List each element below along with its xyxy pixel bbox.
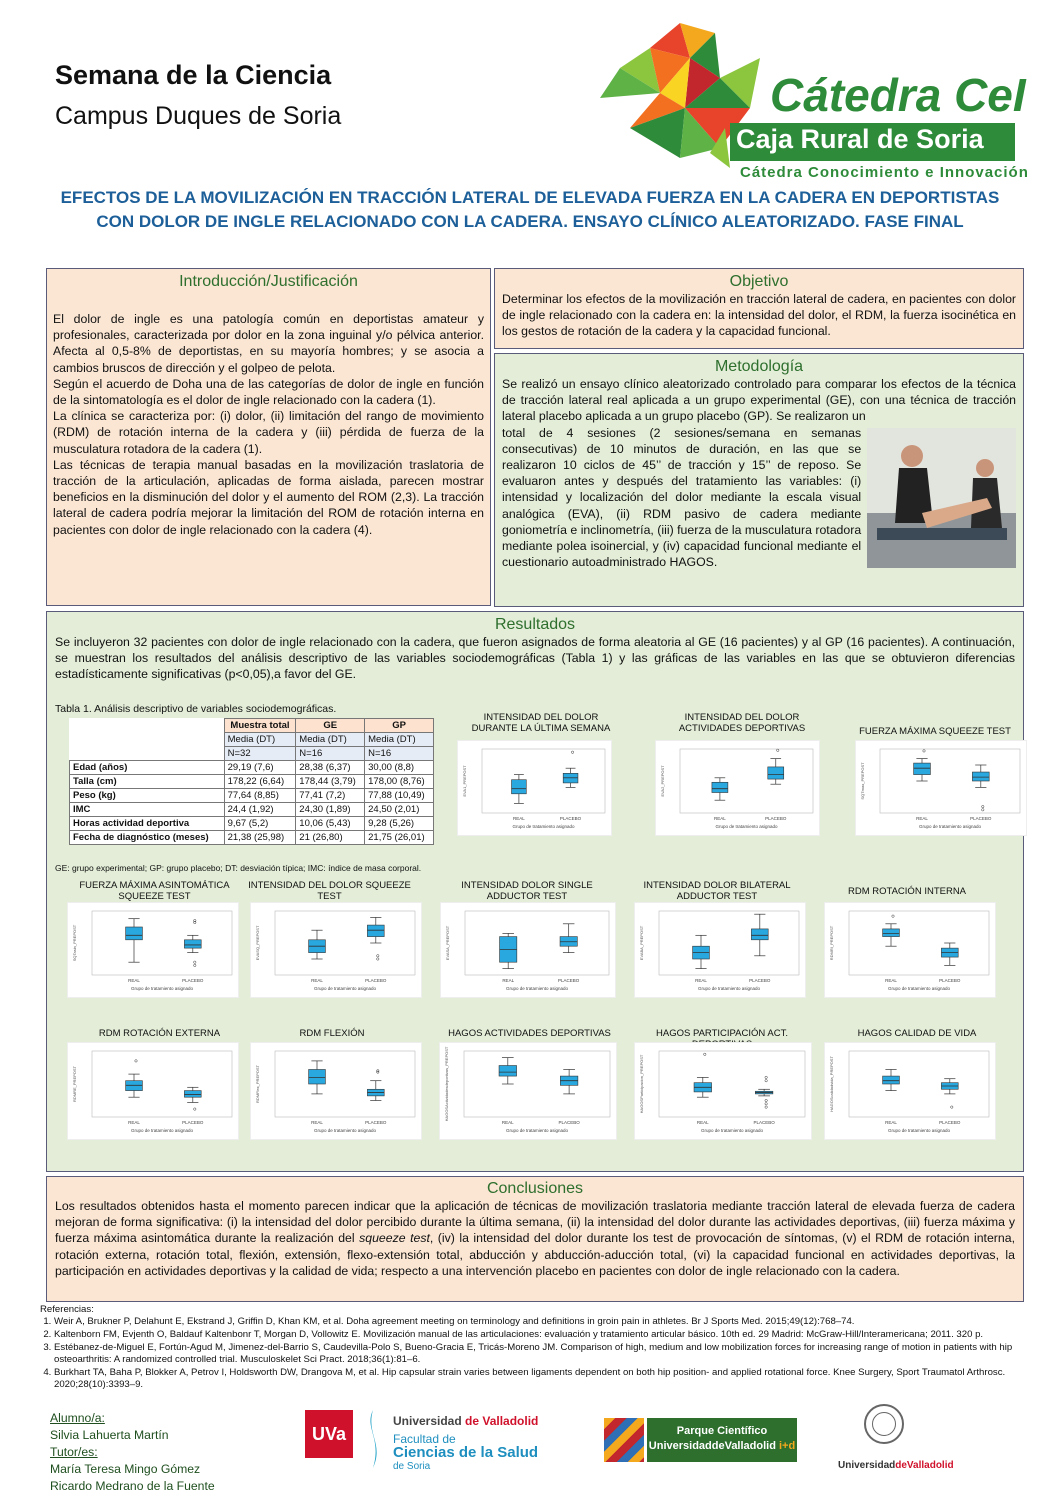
intro-p3: La clínica se caracteriza por: (i) dolor, (ii) limitación del rango de movimiento (RDM) de rotación interna de la cadera y (iii) pérdida de fuerza de la musculatura rotadora de la cadera (1). [53, 409, 484, 456]
x-tick-label: REAL [885, 978, 897, 983]
boxplot-chart [67, 1042, 239, 1140]
outlier-point [135, 1060, 137, 1062]
chart-title: HAGOS CALIDAD DE VIDA [857, 1028, 977, 1039]
sub-gp: Media (DT) [365, 733, 434, 747]
boxplot-chart [855, 740, 1027, 836]
outlier-point [194, 1108, 196, 1110]
boxplot-svg [825, 1043, 997, 1141]
n-ge: N=16 [296, 747, 365, 761]
reference-item: 2. Kaltenborn FM, Evjenth O, Baldauf Kaltenbonr T, Morgan D, Vollowitz E. Movilización manual de las articulaciones: evaluación y tratamiento articular básico. 10th ed. 29 Madrid: McGraw-Hill/Interamericana; 2011. 320 p. [54, 1329, 1025, 1341]
x-axis-label: Grupo de tratamiento asignado [130, 986, 194, 991]
y-axis-label: EVA1_PREPOST [462, 765, 467, 797]
x-tick-label: PLACEBO [558, 978, 580, 983]
y-axis-label: HAGOSActividadesdeportivas_PREPOST [444, 1046, 449, 1122]
resultados-heading: Resultados [494, 616, 576, 633]
boxplot-chart [824, 1042, 996, 1140]
conclusiones-box [46, 1176, 1024, 1302]
box-real [883, 1076, 900, 1084]
sub-total: Media (DT) [224, 733, 296, 747]
y-axis-label: SQTasin_PREPOST [72, 924, 77, 962]
table-row: Fecha de diagnóstico (meses) 21,38 (25,98) 21 (26,80) 21,75 (26,01) [70, 831, 434, 845]
x-tick-label: REAL [513, 816, 525, 821]
x-tick-label: PLACEBO [182, 978, 204, 983]
metodologia-heading: Metodología [714, 358, 804, 375]
boxplot-chart [824, 902, 996, 998]
x-tick-label: PLACEBO [559, 816, 582, 821]
treatment-photo [867, 428, 1016, 568]
box-real [309, 1069, 326, 1084]
tutor-1: María Teresa Mingo Gómez [50, 1462, 201, 1476]
chart-title: INTENSIDAD DEL DOLOR DURANTE LA ÚLTIMA SEMANA [471, 712, 611, 734]
x-tick-label: REAL [128, 1120, 140, 1125]
chart-title: FUERZA MÁXIMA ASINTOMÁTICA SQUEEZE TEST [79, 880, 230, 902]
outlier-point [951, 1106, 953, 1108]
x-axis-label: Grupo de tratamiento asignado [130, 1128, 194, 1133]
conclusiones-heading: Conclusiones [486, 1180, 584, 1197]
plot-frame [464, 1051, 610, 1117]
box-placebo [751, 929, 768, 940]
y-axis-label: SQTmax_PREPOST [860, 762, 865, 800]
boxplot-svg [635, 1043, 813, 1141]
uva-seal-icon [864, 1404, 904, 1444]
tutor-label: Tutor/es: [50, 1445, 98, 1459]
outlier-point [765, 1099, 767, 1101]
plot-frame [482, 749, 605, 813]
n-total: N=32 [224, 747, 296, 761]
boxplot-svg [458, 741, 613, 837]
conclusiones-text: Los resultados obtenidos hasta el momento parecen indicar que la aplicación de técnicas de movilización traslatoria mediante tracción lateral de elevada fuerza de cadera mejoran de forma significativa: (i) la intensidad del dolor percibido durante la última semana, (ii) la intensidad del dolor durante las actividades deportivas, (iii) fuerza máxima y fuerza máxima asintomática durante la realización del squeeze test, (iv) la intensidad del dolor durante los test de provocación de síntomas, (v) el RDM de rotación interna, rotación externa, rotación total, flexión, extensión, flexo-extensión total, abducción y abducción-aducción total, (vi) la capacidad funcional en actividades deportivas, la participación en actividades deportivas y la calidad de vida; respecto a una intervención placebo en pacientes con dolor de ingle relacionado con la cadera. [55, 1199, 1015, 1278]
x-axis-label: Grupo de tratamiento asignado [505, 1128, 569, 1133]
boxplot-svg [251, 1043, 423, 1141]
metodologia-side: total de 4 sesiones (2 sesiones/semana en semanas consecutivas) de 10 minutos de duración, en las que se realizaron 10 ciclos de 45’’ de tracción y 15’’ de reposo. Se evaluaron antes y después del tratamiento las variables: (i) intensidad y localización del dolor mediante la escala visual analógica (EVA), (ii) RDM pasivo de cadera mediante goniometría e inclinometría, (iii) fuerza de la musculatura rotadora mediante polea isoinercial, y (iv) capacidad funcional mediante el cuestionario autoadministrado HAGOS. [502, 425, 862, 570]
y-axis-label: RDMRE_PREPOST [72, 1065, 77, 1103]
x-tick-label: PLACEBO [765, 816, 787, 821]
x-tick-label: PLACEBO [558, 1120, 580, 1125]
uva-name: Universidad de Valladolid [393, 1414, 539, 1428]
x-tick-label: REAL [502, 978, 515, 983]
reference-item: 3. Estébanez-de-Miguel E, Fortún-Agud M, Jimenez-del-Barrio S, Caudevilla-Polo S, Bueno-Gracia E, Tricás-Moreno JM. Comparison of high, medium and low mobilization forces for increasing range of motion in patients with hip osteoarthritis: A randomized controlled trial. Musculoskelet Sci Pract. 2018;36(1):81–6. [54, 1342, 1025, 1366]
plot-frame [849, 911, 989, 975]
box-real [499, 1066, 517, 1077]
y-axis-label: RDMFlex_PREPOST [255, 1064, 260, 1104]
intro-p1: El dolor de ingle es una patología común en deportistas amateur y profesionales, caracterizada por dolor en la zona inguinal y/o pélvica anterior. Afecta al 0,5-8% de deportistas, en su mayoría hombres; y se asocia a cambios bruscos de dirección y el golpeo de pelota. [53, 312, 484, 375]
x-axis-label: Grupo de tratamiento asignado [700, 1128, 764, 1133]
chart-title: HAGOS PARTICIPACIÓN ACT. [656, 1028, 788, 1039]
boxplot-chart [250, 1042, 422, 1140]
sub-ge: Media (DT) [296, 733, 365, 747]
chart-title: INTENSIDAD DOLOR SINGLE ADDUCTOR TEST [461, 880, 593, 902]
outlier-point [923, 750, 925, 752]
y-axis-label: HAGOSParticipacion_PREPOST [639, 1054, 644, 1114]
x-axis-label: Grupo de tratamiento asignado [512, 824, 575, 829]
alumno-label: Alumno/a: [50, 1411, 105, 1425]
logo-org: Caja Rural de Soria [736, 124, 984, 154]
x-axis-label: Grupo de tratamiento asignado [313, 1128, 377, 1133]
boxplot-svg [635, 903, 807, 999]
plot-frame [465, 911, 609, 975]
x-tick-label: REAL [916, 816, 928, 821]
plot-frame [680, 749, 813, 813]
x-axis-label: Grupo de tratamiento asignado [715, 824, 778, 829]
boxplot-chart [439, 1042, 617, 1140]
x-tick-label: PLACEBO [970, 816, 992, 821]
catedra-logo [590, 18, 1030, 188]
th-ge: GE [296, 719, 365, 733]
chart-title: INTENSIDAD DEL DOLOR SQUEEZE TEST [248, 880, 411, 902]
boxplot-svg [68, 1043, 240, 1141]
y-axis-label: EVASA_PREPOST [445, 925, 450, 961]
boxplot-svg [68, 903, 240, 999]
x-axis-label: Grupo de tratamiento asignado [887, 1128, 951, 1133]
boxplot-svg [251, 903, 423, 999]
table-row: Peso (kg) 77,64 (8,85) 77,41 (7,2) 77,88 (10,49) [70, 789, 434, 803]
facultad-name: Facultad de Ciencias de la Salud de Soria [393, 1432, 539, 1472]
x-tick-label: PLACEBO [365, 978, 387, 983]
parque-logo [604, 1418, 644, 1462]
uva-logo: UVa [305, 1410, 353, 1458]
outlier-point [982, 809, 984, 811]
reference-item: 1. Weir A, Brukner P, Delahunt E, Ekstrand J, Griffin D, Khan KM, et al. Doha agreement meeting on terminology and definitions in groin pain in athletes. Br J Sports Med. 2015;49(12):768–74. [54, 1316, 1025, 1328]
outlier-point [777, 749, 779, 751]
uva-name-2: UniversidaddeValladolid [838, 1460, 954, 1471]
x-axis-label: Grupo de tratamiento asignado [313, 986, 377, 991]
x-axis-label: Grupo de tratamiento asignado [918, 824, 982, 829]
boxplot-svg [441, 903, 617, 999]
poster-title: EFECTOS DE LA MOVILIZACIÓN EN TRACCIÓN LATERAL DE ELEVADA FUERZA EN LA CADERA EN DEPORTISTAS CON DOLOR DE INGLE RELACIONADO CON LA CADERA. ENSAYO CLÍNICO ALEATORIZADO. FASE FINAL [60, 188, 1000, 231]
x-axis-label: Grupo de tratamiento asignado [697, 986, 761, 991]
table-note: GE: grupo experimental; GP: grupo placebo; DT: desviación típica; IMC: índice de masa corporal. [55, 863, 422, 873]
x-tick-label: REAL [696, 1120, 709, 1125]
x-tick-label: PLACEBO [939, 978, 961, 983]
box-real [512, 780, 527, 794]
box-placebo [184, 1091, 201, 1098]
box-placebo [972, 772, 989, 781]
chart-title: FUERZA MÁXIMA SQUEEZE TEST [859, 726, 1011, 737]
x-tick-label: PLACEBO [749, 978, 771, 983]
objetivo-heading: Objetivo [729, 273, 789, 290]
boxplot-chart [250, 902, 422, 998]
outlier-point [704, 1053, 706, 1055]
header-line2: Campus Duques de Soria [55, 102, 342, 130]
x-tick-label: REAL [501, 1120, 514, 1125]
y-axis-label: HAGOScalidadvida_PREPOST [829, 1056, 834, 1112]
x-axis-label: Grupo de tratamiento asignado [505, 986, 569, 991]
outlier-point [194, 961, 196, 963]
chart-title: INTENSIDAD DEL DOLOR ACTIVIDADES DEPORTIVAS [678, 712, 806, 734]
outlier-point [194, 964, 196, 966]
boxplot-chart [457, 740, 612, 836]
x-tick-label: REAL [885, 1120, 897, 1125]
table-row: Talla (cm) 178,22 (6,64) 178,44 (3,79) 178,00 (8,76) [70, 775, 434, 789]
logo-name: Cátedra CeI [770, 69, 1026, 121]
references-heading: Referencias: [40, 1304, 94, 1315]
x-tick-label: REAL [311, 978, 323, 983]
outlier-point [377, 958, 379, 960]
resultados-text: Se incluyeron 32 pacientes con dolor de ingle relacionado con la cadera, que fueron asignados de forma aleatoria al GE (16 pacientes) y al GP (16 pacientes). A continuación, se muestran los resultados del análisis descriptivo de las variables sociodemográficas (Tabla 1) y las gráficas de las variables en las que se obtuvieron diferencias estadísticamente significativas (p<0,05),a favor del GE. [55, 635, 1015, 682]
outlier-point [765, 1080, 767, 1082]
objetivo-box [494, 268, 1024, 349]
x-tick-label: REAL [695, 978, 707, 983]
box-placebo [768, 767, 784, 779]
chart-title: HAGOS ACTIVIDADES DEPORTIVAS [448, 1028, 611, 1039]
resultados-box [46, 611, 1024, 1172]
x-tick-label: PLACEBO [182, 1120, 204, 1125]
parque-name: Parque Científico UniversidaddeValladolid i+d [647, 1418, 797, 1462]
x-tick-label: PLACEBO [753, 1120, 775, 1125]
boxplot-chart [440, 902, 616, 998]
x-tick-label: PLACEBO [365, 1120, 387, 1125]
alumno-name: Silvia Lahuerta Martín [50, 1428, 169, 1442]
boxplot-svg [856, 741, 1028, 837]
box-placebo [367, 925, 384, 937]
intro-box [46, 268, 491, 606]
reference-item: 4. Burkhart TA, Baha P, Blokker A, Petrov I, Holdsworth DW, Drangova M, et al. Hip capsular strain varies between ligaments dependent on both hip position- and applied rotational force. Knee Surgery, Sport Traumatol Arthrosc. 2020;28(10):3393–9. [54, 1367, 1025, 1391]
x-axis-label: Grupo de tratamiento asignado [887, 986, 951, 991]
plot-frame [849, 1051, 989, 1117]
outlier-point [377, 955, 379, 957]
table-caption: Tabla 1. Análisis descriptivo de variables sociodemográficas. [55, 703, 337, 715]
outlier-point [892, 915, 894, 917]
boxplot-svg [825, 903, 997, 999]
boxplot-svg [440, 1043, 618, 1141]
tutor-2: Ricardo Medrano de la Fuente [50, 1479, 215, 1493]
metodologia-top: Se realizó un ensayo clínico aleatorizado controlado para comparar los efectos de la técnica de tracción lateral real aplicada a un grupo experimental (GE), con una técnica de tracción lateral placebo aplicada a un grupo placebo (GP). Se realizaron un [502, 377, 1016, 424]
metodologia-box [494, 353, 1024, 607]
outlier-point [571, 751, 573, 753]
x-tick-label: REAL [311, 1120, 323, 1125]
plot-frame [275, 1051, 415, 1117]
outlier-point [765, 1076, 767, 1078]
objetivo-text: Determinar los efectos de la movilización en tracción lateral de cadera, en pacientes con dolor de ingle relacionado con la cadera en: la intensidad del dolor, el RDM, la fuerza isocinética en los gestos de rotación de la cadera y la capacidad funcional. [502, 292, 1017, 339]
y-axis-label: EVABA_PREPOST [639, 925, 644, 961]
y-axis-label: EVASQ_PREPOST [255, 925, 260, 961]
x-tick-label: REAL [128, 978, 140, 983]
boxplot-chart [634, 1042, 812, 1140]
plot-frame [659, 911, 799, 975]
intro-p2: Según el acuerdo de Doha una de las categorías de dolor de ingle en función de la sintomatología es el dolor de ingle relacionado con la cadera (1). [53, 376, 484, 408]
outlier-point [765, 1103, 767, 1105]
boxplot-svg [656, 741, 821, 837]
table-1 [69, 718, 434, 845]
y-axis-label: RDMRI_PREPOST [829, 925, 834, 961]
plot-frame [659, 1051, 805, 1117]
x-tick-label: PLACEBO [939, 1120, 961, 1125]
references [40, 1304, 1025, 1392]
th-gp: GP [365, 719, 434, 733]
health-icon [360, 1408, 386, 1470]
table-row: Horas actividad deportiva 9,67 (5,2) 10,06 (5,43) 9,28 (5,26) [70, 817, 434, 831]
plot-frame [92, 1051, 232, 1117]
chart-title: INTENSIDAD DOLOR BILATERAL ADDUCTOR TEST [643, 880, 791, 902]
table-row: IMC 24,4 (1,92) 24,30 (1,89) 24,50 (2,01) [70, 803, 434, 817]
logo-tagline: Cátedra Conocimiento e Innovación [740, 164, 1029, 181]
table-row: Edad (años) 29,19 (7,6) 28,38 (6,37) 30,00 (8,8) [70, 761, 434, 775]
box-real [883, 929, 900, 937]
boxplot-chart [655, 740, 820, 836]
box-real [126, 927, 143, 940]
chart-title: RDM FLEXIÓN [299, 1028, 365, 1039]
chart-title: RDM ROTACIÓN INTERNA [847, 886, 967, 897]
intro-p4: Las técnicas de terapia manual basadas en la movilización traslatoria de tracción de la articulación, aplicadas de forma aislada, parecen mostrar beneficios en la disminución del dolor y el aumento del ROM (2,3). La tracción lateral de cadera podría mejorar la limitación del ROM de rotación interna en pacientes con dolor de ingle relacionado con la cadera (4). [53, 457, 484, 537]
y-axis-label: EVA2_PREPOST [660, 765, 665, 797]
outlier-point [982, 805, 984, 807]
boxplot-chart [67, 902, 239, 998]
chart-title: RDM ROTACIÓN EXTERNA [98, 1028, 221, 1039]
outlier-point [765, 1106, 767, 1108]
plot-frame [92, 911, 232, 975]
plot-frame [880, 749, 1020, 813]
plot-frame [275, 911, 415, 975]
authors [50, 1410, 215, 1495]
box-real [914, 763, 931, 775]
th-total: Muestra total [224, 719, 296, 733]
intro-heading: Introducción/Justificación [179, 273, 358, 290]
header-line1: Semana de la Ciencia [55, 60, 332, 90]
box-real [712, 782, 728, 792]
n-gp: N=16 [365, 747, 434, 761]
x-tick-label: REAL [714, 816, 726, 821]
box-placebo [184, 940, 201, 948]
boxplot-chart [634, 902, 806, 998]
